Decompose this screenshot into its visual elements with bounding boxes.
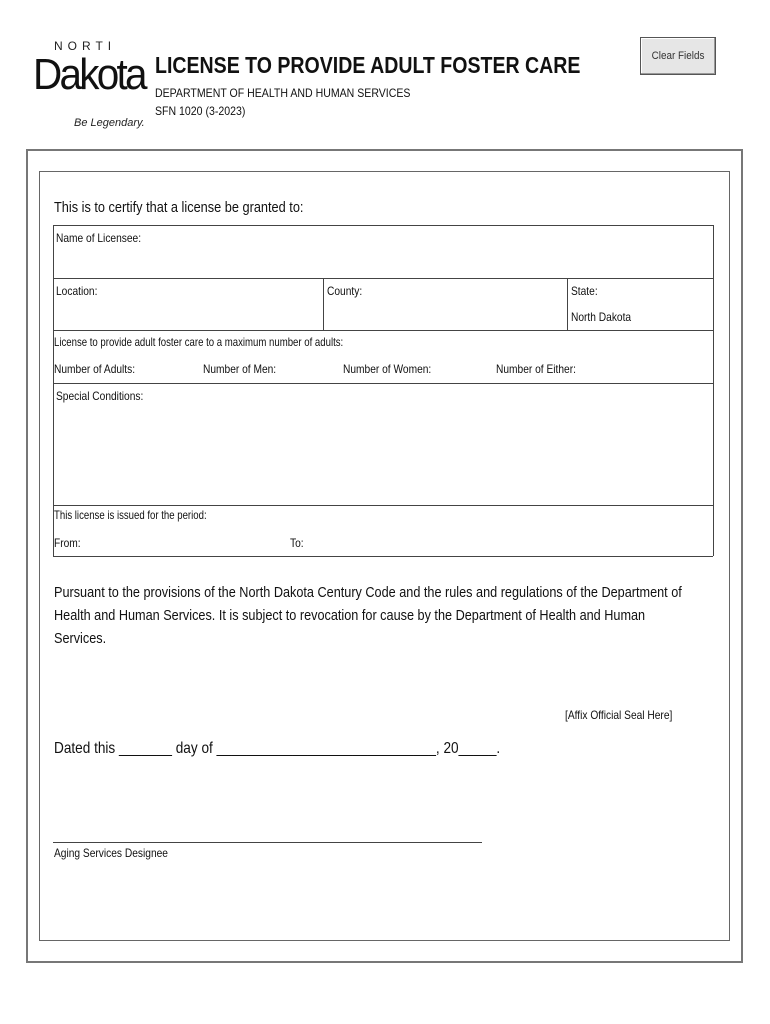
from-label: From: [54,536,81,550]
form-title: LICENSE TO PROVIDE ADULT FOSTER CARE [155,52,581,78]
number-of-men-field[interactable] [278,360,338,378]
name-field[interactable] [54,248,712,277]
license-period-label: This license is issued for the period: [54,508,207,522]
logo-top-text: NORTI [54,39,117,53]
row-divider [53,383,713,384]
number-of-either-field[interactable] [578,360,708,378]
number-of-adults-label: Number of Adults: [54,362,136,376]
max-adults-label: License to provide adult foster care to a maximum number of adults: [54,335,344,349]
statement-text: Pursuant to the provisions of the North Dakota Century Code and the rules and regulations of the Department of Health and Human Services. It is subject to revocation for cause by the Department of Health and Human Services. [54,584,682,647]
clear-fields-button[interactable] [640,37,716,75]
column-divider [567,278,568,330]
table-top-border [53,225,713,226]
row-divider [53,330,713,331]
designee-label: Aging Services Designee [54,846,168,860]
seal-placeholder: [Affix Official Seal Here] [565,708,673,722]
from-date-field[interactable] [86,533,281,552]
number-of-men-label: Number of Men: [203,362,277,376]
signature-field[interactable] [54,800,482,840]
number-of-either-label: Number of Either: [496,362,576,376]
county-label: County: [327,284,363,298]
row-divider [53,278,713,279]
dated-line: Dated this _______ day of _____________________________, 20_____. [54,740,501,757]
to-label: To: [290,536,304,550]
number-of-women-label: Number of Women: [343,362,432,376]
year-field[interactable] [440,741,478,761]
month-field[interactable] [200,741,418,761]
form-number: SFN 1020 (3-2023) [155,104,246,118]
special-conditions-label: Special Conditions: [56,389,144,403]
table-right-border [713,225,714,556]
certify-text: This is to certify that a license be granted to: [54,199,304,216]
day-field[interactable] [108,741,160,761]
department-name: DEPARTMENT OF HEALTH AND HUMAN SERVICES [155,86,411,100]
special-conditions-field[interactable] [54,406,712,503]
to-date-field[interactable] [310,533,710,552]
state-value: North Dakota [571,310,632,324]
table-bottom-border [53,556,713,557]
row-divider [53,505,713,506]
state-logo: Dakota [33,50,145,99]
state-label: State: [571,284,598,298]
location-label: Location: [56,284,98,298]
logo-tagline: Be Legendary. [74,117,145,129]
clear-fields-label: Clear Fields [651,50,705,62]
location-field[interactable] [54,300,322,329]
number-of-adults-field[interactable] [140,360,195,378]
county-field[interactable] [324,300,566,329]
name-label: Name of Licensee: [56,231,142,245]
number-of-women-field[interactable] [432,360,490,378]
signature-line [53,842,482,843]
